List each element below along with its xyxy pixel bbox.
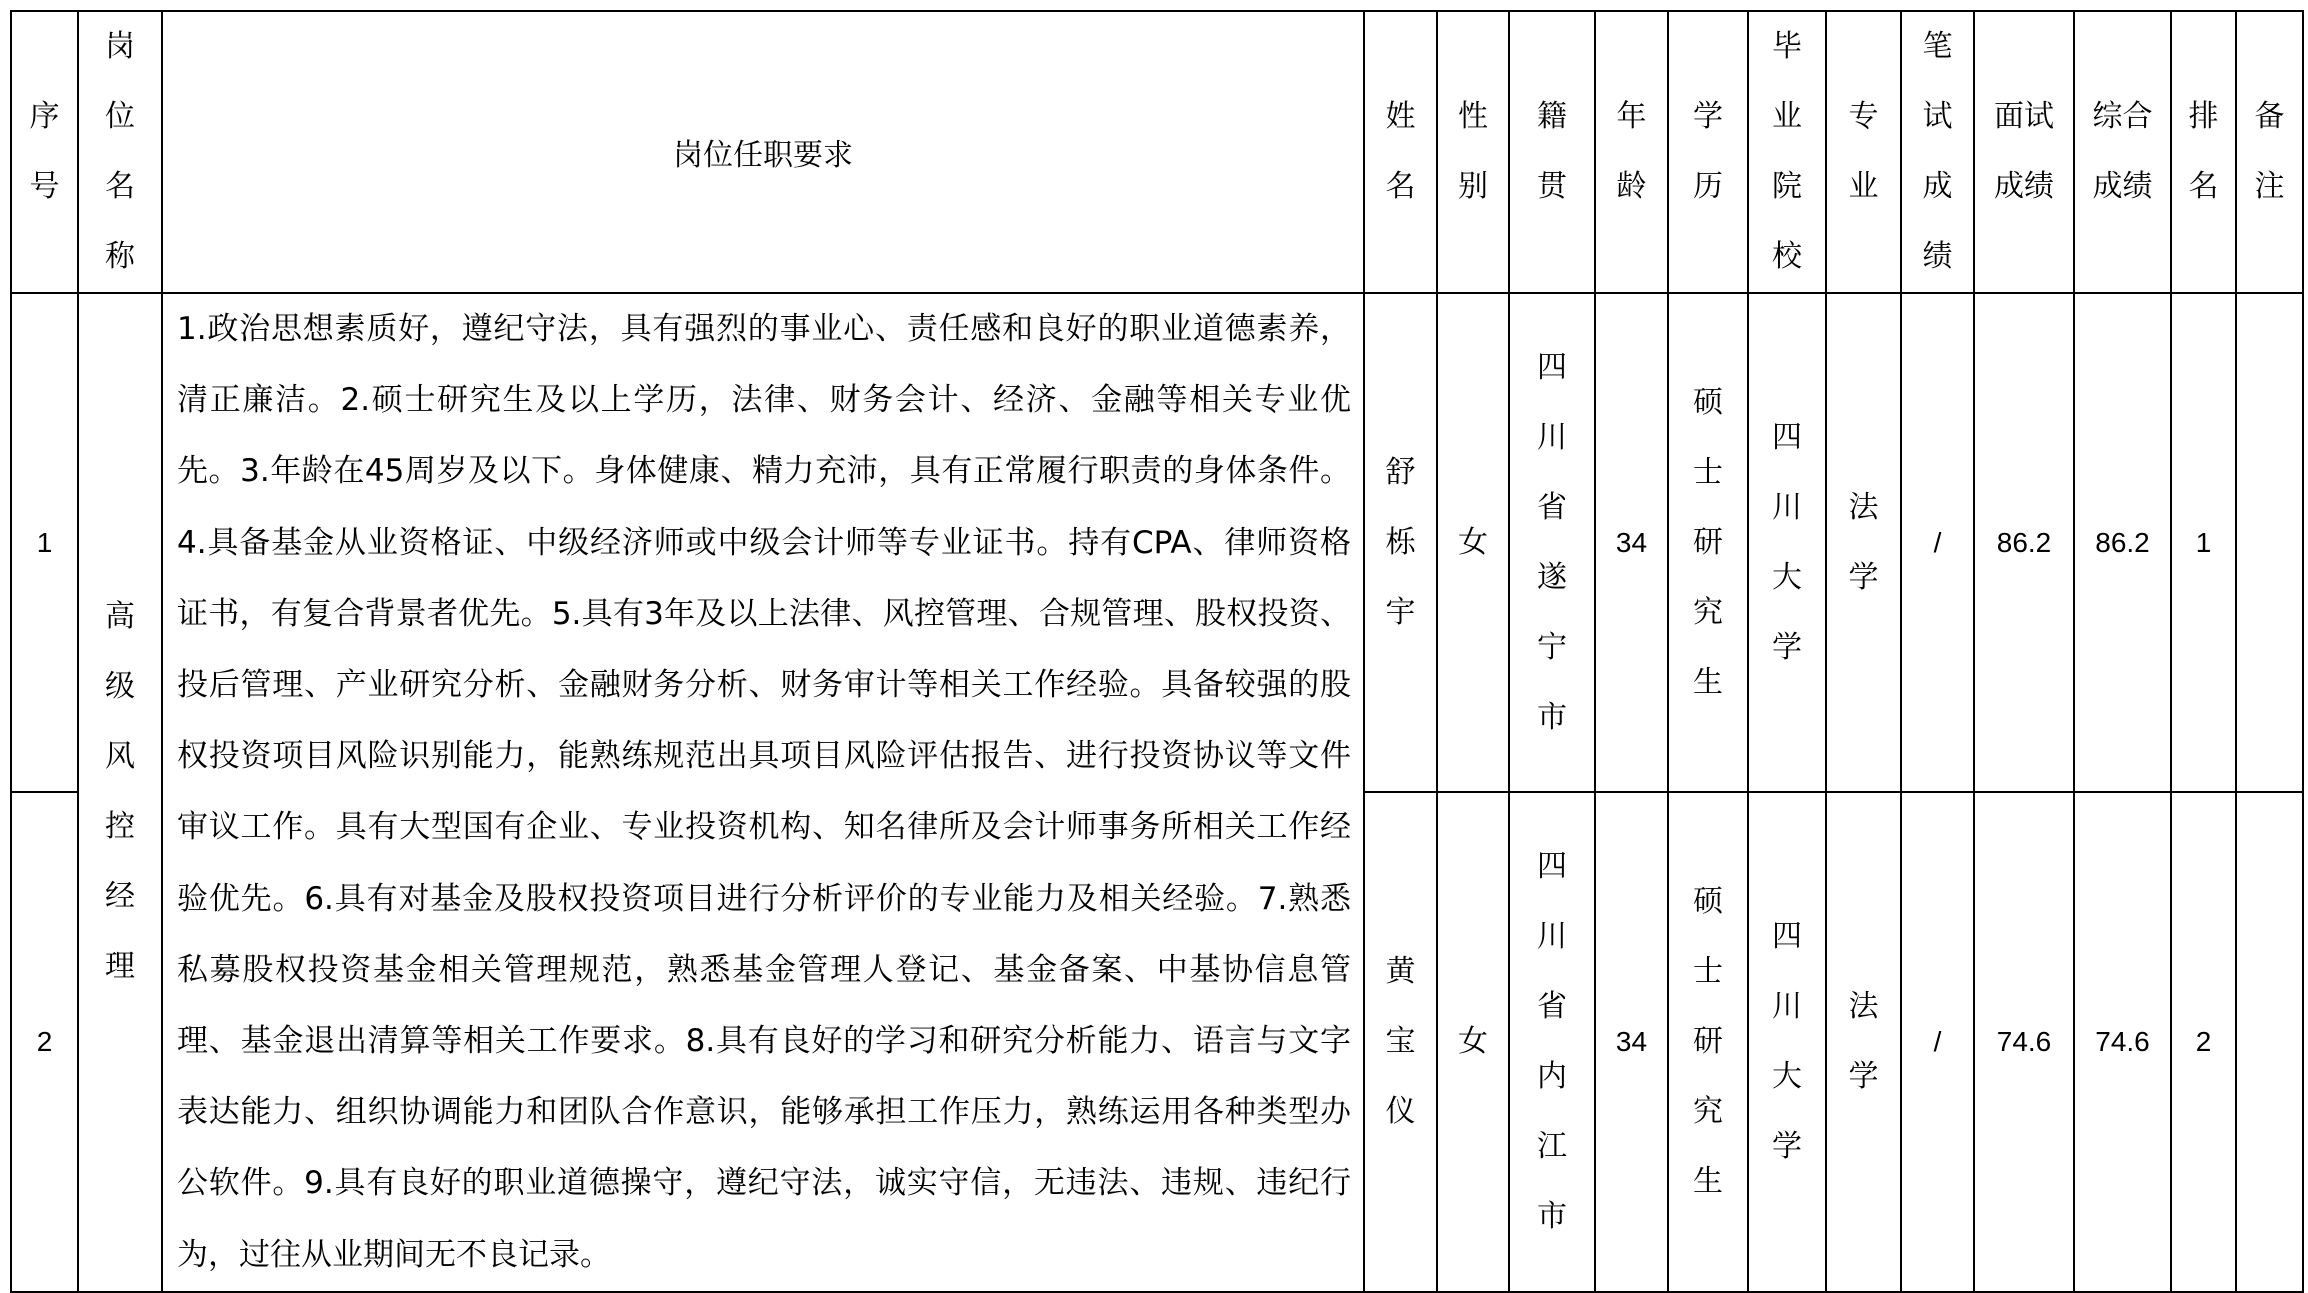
total-score: 86.2 — [2074, 293, 2171, 792]
header-remark: 备注 — [2236, 11, 2303, 293]
recruitment-result-table — [10, 10, 2304, 1293]
header-written: 笔试成绩 — [1901, 11, 1974, 293]
candidate-age: 34 — [1595, 792, 1668, 1291]
header-requirements: 岗位任职要求 — [162, 11, 1364, 293]
header-row — [11, 11, 2303, 293]
candidate-origin: 四川省遂宁市 — [1509, 293, 1595, 792]
written-score: / — [1901, 792, 1974, 1291]
interview-score: 86.2 — [1974, 293, 2074, 792]
candidate-education: 硕士研究生 — [1668, 792, 1748, 1291]
header-total: 综合成绩 — [2074, 11, 2171, 293]
header-origin: 籍贯 — [1509, 11, 1595, 293]
table-row — [11, 293, 2303, 792]
candidate-name: 黄宝仪 — [1364, 792, 1437, 1291]
header-index: 序号 — [11, 11, 78, 293]
header-position: 岗位名称 — [78, 11, 162, 293]
position-name: 高级风控经理 — [78, 293, 162, 1292]
remark — [2236, 293, 2303, 792]
candidate-school: 四川大学 — [1748, 293, 1826, 792]
header-rank: 排名 — [2171, 11, 2236, 293]
candidate-school: 四川大学 — [1748, 792, 1826, 1291]
header-major: 专业 — [1826, 11, 1901, 293]
candidate-gender: 女 — [1437, 293, 1509, 792]
header-name: 姓名 — [1364, 11, 1437, 293]
candidate-age: 34 — [1595, 293, 1668, 792]
candidate-education: 硕士研究生 — [1668, 293, 1748, 792]
header-education: 学历 — [1668, 11, 1748, 293]
candidate-gender: 女 — [1437, 792, 1509, 1291]
rank: 1 — [2171, 293, 2236, 792]
total-score: 74.6 — [2074, 792, 2171, 1291]
row-index: 2 — [11, 792, 78, 1291]
written-score: / — [1901, 293, 1974, 792]
interview-score: 74.6 — [1974, 792, 2074, 1291]
header-interview: 面试成绩 — [1974, 11, 2074, 293]
candidate-major: 法学 — [1826, 293, 1901, 792]
remark — [2236, 792, 2303, 1291]
candidate-origin: 四川省内江市 — [1509, 792, 1595, 1291]
row-index: 1 — [11, 293, 78, 792]
header-age: 年龄 — [1595, 11, 1668, 293]
requirements-text: 1.政治思想素质好，遵纪守法，具有强烈的事业心、责任感和良好的职业道德素养，清正廉洁。2.硕士研究生及以上学历，法律、财务会计、经济、金融等相关专业优先。3.年龄在45周岁及以下。身体健康、精力充沛，具有正常履行职责的身体条件。4.具备基金从业资格证、中级经济师或中级会计师等专业证书。持有CPA、律师资格证书，有复合背景者优先。5.具有3年及以上法律、风控管理、合规管理、股权投资、投后管理、产业研究分析、金融财务分析、财务审计等相关工作经验。具备较强的股权投资项目风险识别能力，能熟练规范出具项目风险评估报告、进行投资协议等文件审议工作。具有大型国有企业、专业投资机构、知名律所及会计师事务所相关工作经验优先。6.具有对基金及股权投资项目进行分析评价的专业能力及相关经验。7.熟悉私募股权投资基金相关管理规范，熟悉基金管理人登记、基金备案、中基协信息管理、基金退出清算等相关工作要求。8.具有良好的学习和研究分析能力、语言与文字表达能力、组织协调能力和团队合作意识，能够承担工作压力，熟练运用各种类型办公软件。9.具有良好的职业道德操守，遵纪守法，诚实守信，无违法、违规、违纪行为，过往从业期间无不良记录。 — [162, 293, 1364, 1292]
candidate-major: 法学 — [1826, 792, 1901, 1291]
rank: 2 — [2171, 792, 2236, 1291]
header-gender: 性别 — [1437, 11, 1509, 293]
header-school: 毕业院校 — [1748, 11, 1826, 293]
candidate-name: 舒栎宇 — [1364, 293, 1437, 792]
